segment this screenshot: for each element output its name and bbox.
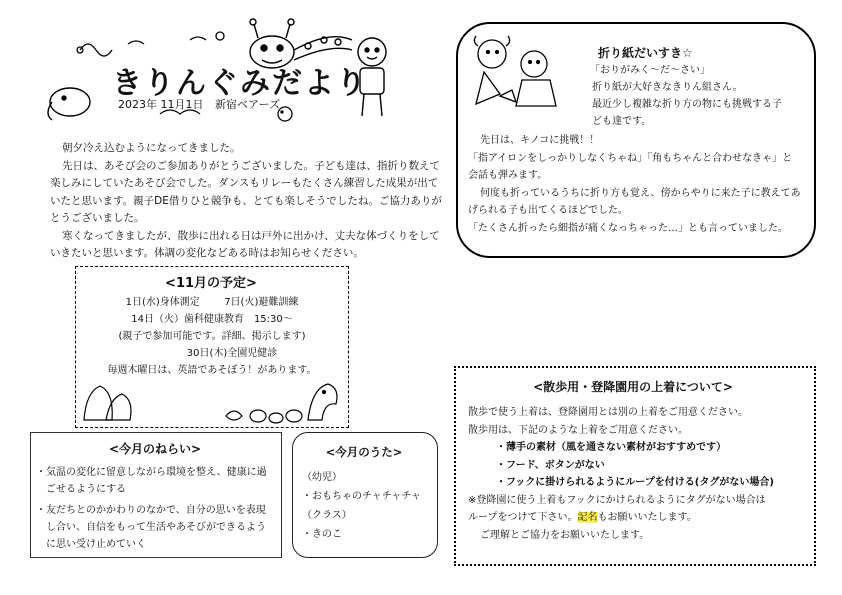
aims-item-1: ・気温の変化に留意しながら環境を整え、健康に過ごせるようにする [36, 467, 267, 495]
schedule-row-5: 毎週木曜日は、英語であそぼう！があります。 [107, 365, 317, 376]
songs-heading: <今月のうた> [325, 445, 403, 459]
issue-date: 2023年 11月1日 [118, 98, 204, 111]
origami-line-5: 先日は、キノコに挑戦！！ [480, 135, 600, 146]
aims-heading: <今月のねらい> [108, 442, 202, 456]
jacket-bullet-2: ・フード、ボタンがない [496, 459, 605, 471]
origami-line-4: ども達です。 [592, 116, 652, 127]
jacket-notice-heading: <散歩用・登降園用の上着について> [533, 380, 733, 394]
jacket-line-1: 散歩で使う上着は、登降園用とは別の上着をご用意ください。 [468, 407, 748, 418]
newsletter-title: きりんぐみだより [112, 66, 368, 101]
origami-heading: 折り紙だいすき☆ [598, 46, 693, 60]
origami-line-7: 何度も折っているうちに折り方も覚え、傍からやりに来た子に教えてあげられる子も出てくるほどでした。 [468, 187, 801, 216]
jacket-line-2: 散歩用は、下記のような上着をご用意ください。 [468, 424, 688, 436]
greeting-line-1: 朝夕冷え込むようになってきました。 [62, 142, 241, 154]
schedule-row-3: (親子で参加可能です。詳細、掲示します) [118, 331, 306, 342]
children-origami-illustration [470, 32, 565, 117]
origami-line-6: 「指アイロンをしっかりしなくちゃね」「角もちゃんと合わせなきゃ」と会話も弾みます。 [468, 152, 793, 181]
jacket-note-1: ※登降園に使う上着もフックにかけられるようにタグがない場合は [468, 494, 766, 506]
origami-text-bottom [468, 132, 802, 237]
songs-list [302, 468, 434, 544]
jacket-closing: ご理解とご協力をお願いいたします。 [480, 529, 650, 541]
origami-line-8: 「たくさん折ったら細指が痛くなっちゃった…」とも言っていました。 [468, 222, 788, 234]
origami-line-2: 折り紙が大好きなきりん組さん。 [592, 82, 743, 93]
songs-category-class: （クラス） [302, 510, 352, 521]
jacket-bullet-3: ・フックに掛けられるようにループを付ける(タグがない場合) [496, 477, 774, 488]
elephant-illustration [48, 88, 90, 120]
greeting-line-3: 寒くなってきましたが、散歩に出れる日は戸外に出かけ、丈夫な体づくりをしていきたいと思います。体調の変化などある時はお知らせください。 [50, 229, 440, 259]
class-name: 新宿ベアーズ [215, 98, 281, 111]
autumn-illustration [76, 372, 346, 424]
issue-info [118, 96, 288, 112]
jacket-bullet-1: ・薄手の素材（風を通さない素材がおすすめです） [496, 442, 727, 453]
schedule-row-4: 30日(木)全園児健診 [186, 348, 278, 359]
schedule-list [78, 294, 346, 379]
aims-item-2: ・友だちとのかかわりのなかで、自分の思いを表現し合い、自信をもって生活やあそびができるように思い受け止めていく [36, 505, 266, 550]
jacket-note-2-pre: ループをつけて下さい。 [468, 512, 578, 523]
schedule-item-measurement: 1日(水)身体測定 [125, 297, 200, 308]
schedule-row-2: 14日（火）歯科健康教育 15:30～ [131, 314, 293, 325]
greeting-line-2: 先日は、あそび会のご参加ありがとうございました。子ども達は、指折り数えて楽しみにしていたあそび会でした。ダンスもリレーもたくさん練習した成果が出ていたと思います。親子DE借りひと競争も、とても楽しそうでしたね。ご協力ありがとうございました。 [50, 159, 442, 224]
schedule-row-1 [78, 294, 346, 311]
jacket-note-2-highlight: 記名 [577, 512, 598, 523]
jacket-note-2 [468, 509, 808, 527]
schedule-heading: <11月の予定> [165, 276, 257, 291]
jacket-note-2-post: もお願いいたします。 [597, 512, 697, 523]
schedule-item-drill: 7日(火)避難訓練 [224, 297, 299, 308]
songs-category-infant: （幼児） [302, 472, 342, 483]
aims-list [36, 464, 274, 553]
song-item-2: ・きのこ [302, 529, 342, 540]
greeting-text [50, 140, 445, 263]
origami-text-top [590, 62, 800, 130]
origami-line-3: 最近少し複雑な折り方の物にも挑戦する子 [592, 99, 782, 110]
jacket-notice-text [468, 404, 808, 544]
song-item-1: ・おもちゃのチャチャチャ [302, 491, 422, 502]
origami-line-1: 「おりがみく～だ～さい」 [590, 65, 710, 76]
